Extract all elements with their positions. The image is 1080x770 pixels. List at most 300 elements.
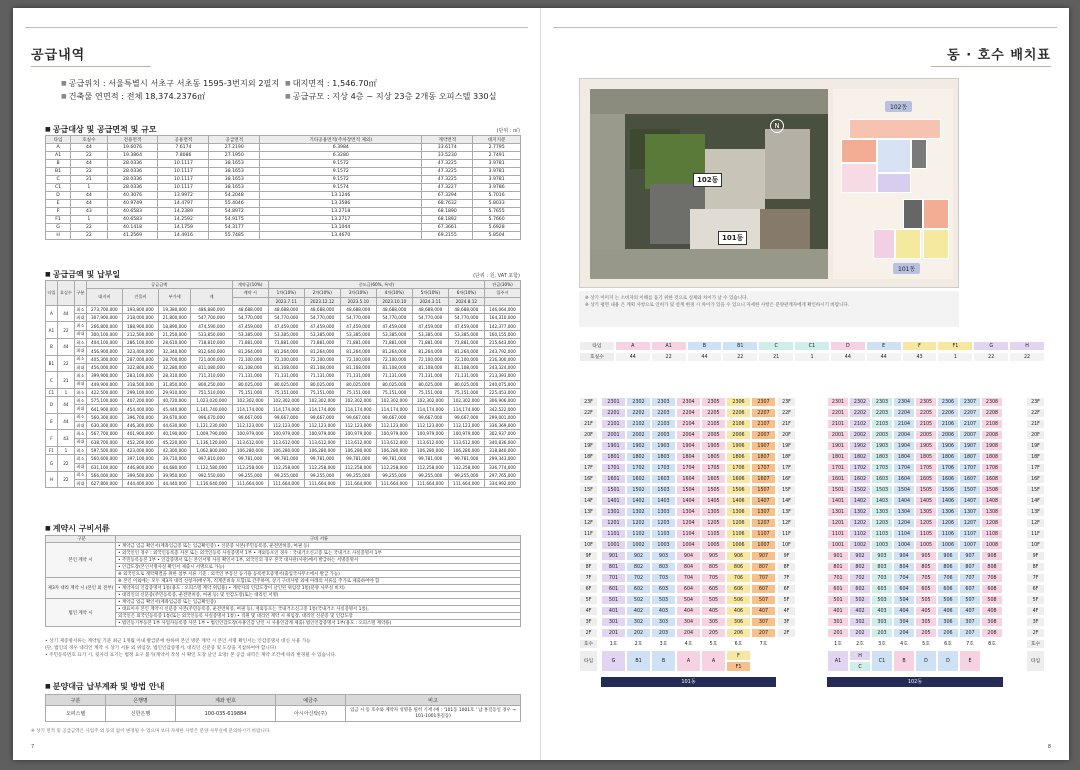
unit-101-cell: 1301 [601,507,626,517]
floor-label: 21F [777,419,796,429]
price-cell: 71,881,000 [304,339,340,347]
acct-type: 오피스텔 [46,706,106,722]
area-cell: 5.7655 [473,208,521,216]
ho-number: 3호 [651,639,676,649]
price-cell: 39,950,000 [158,471,191,479]
site-plan [579,78,959,288]
price-cell: 48,688,000 [268,305,304,313]
price-cell: 31,850,000 [158,380,191,388]
ho-number: 2호 [626,639,651,649]
price-cell: 71,881,000 [448,339,484,347]
type-label: A1 [651,341,687,351]
floor-label: 14F [777,496,796,506]
note-line: (단, 법인의 경우 대리인 계약 시 상기 서류 외 위임장, 법인인감증명서, 대리인 신분증 및 도장을 지참하여야 합니다) [45,646,277,651]
area-cell: 38.1653 [209,168,260,176]
floor-label: 16F [777,474,796,484]
unit-101-cell: 704 [676,573,701,583]
label-101: 101동 [718,231,747,245]
unit-101-cell: 1701 [601,463,626,473]
unit-102-cell: 1504 [893,485,915,495]
unit-101-cell: 2206 [726,408,751,418]
price-cell: 100,979,000 [268,430,304,438]
unit-102-cell: 504 [893,595,915,605]
price-cell: 53,385,000 [376,330,412,338]
type-row-label: 타입 [1026,650,1045,672]
area-cell: 1 [71,216,107,224]
price-cell: 54,770,000 [232,314,268,322]
price-cell: 111,664,000 [340,480,376,488]
unit-101-cell: 201 [601,628,626,638]
price-cell: 407,200,000 [122,397,158,405]
price-cell: 452,200,000 [122,438,158,446]
price-count: 1 [57,388,74,396]
type-label: B [687,341,723,351]
unit-101-cell: 906 [726,551,751,561]
price-cell: 102,302,000 [268,397,304,405]
unit-102-cell: 305 [915,617,937,627]
area-cell: B1 [46,168,71,176]
unit-101-cell: 1805 [701,452,726,462]
price-cell: 113,612,000 [448,438,484,446]
area-cell: 5.8504 [473,232,521,240]
unit-101-cell: 2203 [651,408,676,418]
doc-line: • 외국인인 경우 : 외국인등록증 사본 또는 외국인등록 사실증명서 1부 • 재외동포인 경우 : 국내거소신고증 또는 국내거소 사실증명서 1부 [116,550,521,557]
price-cell: 102,302,000 [376,397,412,405]
price-cell: 106,280,000 [232,446,268,454]
price-cell: 299,343,000 [484,455,520,463]
unit-101-cell: 1305 [701,507,726,517]
unit-102-cell: 507 [959,595,981,605]
unit-102-cell: 701 [827,573,849,583]
unit-102-cell: 1805 [915,452,937,462]
floor-label: 14F [579,496,598,506]
unit-102-cell: 403 [871,606,893,616]
type-count: 21 [758,352,794,362]
area-cell: 9.1572 [260,176,422,184]
unit-102-cell: 1605 [915,474,937,484]
unit-type: D [937,650,959,672]
type-label: A [615,341,651,351]
area-cell: 10.1117 [158,168,209,176]
unit-101-cell: 2306 [726,397,751,407]
price-type: F [46,430,58,447]
floor-label: 9F [1026,551,1045,561]
table-row [46,599,521,606]
price-cell: 53,385,000 [448,330,484,338]
unit-101-cell: 1706 [726,463,751,473]
area-cell: 21 [71,176,107,184]
doc-col-docs: 구비 서류 [116,536,521,543]
area-cell: 33.5230 [422,152,473,160]
ho-number: 5호 [701,639,726,649]
price-cell: 112,258,000 [340,463,376,471]
price-cell: 80,025,000 [412,380,448,388]
table-row [46,564,521,571]
unit-101-cell: 1406 [726,496,751,506]
price-cell: 99,667,000 [412,413,448,421]
price-cell: 99,255,000 [268,471,304,479]
ho-number: 5호 [915,639,937,649]
acct-note: 입금 시 동 호수와 계약자 성명을 필히 기재 (예 : '101동 1001호 ' 납 홍길동일 경우 → 101-1001홍길동) [346,706,521,722]
unit-101-cell: 807 [751,562,776,572]
unit-101-cell: 206 [726,628,751,638]
area-cell: 3.9786 [473,184,521,192]
price-subhead: 4차(10%) [376,289,412,297]
price-cell: 28,610,000 [158,339,191,347]
unit-101-cell: 1907 [751,441,776,451]
unit-102-cell: 2202 [849,408,871,418]
table-row [46,463,521,471]
price-cell: 114,174,000 [376,405,412,413]
floor-plan [833,89,953,279]
area-cell: 2.7491 [473,152,521,160]
price-cell: 최대 [74,347,86,355]
area-cell: 9.1572 [260,168,422,176]
table-row [46,543,521,550]
floor-label: 11F [777,529,796,539]
unit-102-cell: 2203 [871,408,893,418]
price-cell: 334,992,000 [484,480,520,488]
unit-102-cell: 402 [849,606,871,616]
doc-line: • 인감도장(본인서명사실 확인서 제출시 서명으로 가능) [116,564,521,571]
unit-102-cell: 1606 [937,474,959,484]
unit-101-cell: 806 [726,562,751,572]
area-cell: A [46,144,71,152]
area-cell: 54.9175 [209,216,260,224]
unit-101-cell: 907 [751,551,776,561]
area-cell: 13.9972 [158,192,209,200]
unit-101-cell: 607 [751,584,776,594]
price-cell: 283,100,000 [122,372,158,380]
price-cell: 21,250,000 [158,330,191,338]
price-cell: 72,100,000 [232,355,268,363]
area-cell: C1 [46,184,71,192]
price-cell: 81,108,000 [448,363,484,371]
doc-line: ※ 외국인으로 계약체결을 위한 첨부 서류 기준 : 외국인 부동산 등기용 등록번호증명서(출입국사무소에서 발급 가능) [116,571,521,578]
price-cell: 318,500,000 [122,380,158,388]
floor-label: 7F [579,573,598,583]
price-cell: 47,459,000 [448,322,484,330]
price-cell: 80,025,000 [268,380,304,388]
unit-101-cell: 502 [626,595,651,605]
unit-102-cell: 1801 [827,452,849,462]
price-cell: 106,280,000 [340,446,376,454]
price-date: 2024.3.11 [412,297,448,305]
unit-101-cell: 901 [601,551,626,561]
price-cell: 299,100,000 [122,388,158,396]
unit-101-cell: 1404 [676,496,701,506]
ho-number: 2호 [849,639,871,649]
price-cell: 29,910,000 [158,388,191,396]
unit-102-cell: 405 [915,606,937,616]
price-cell: 최소 [74,305,86,313]
unit-102-cell: 1102 [849,529,871,539]
unit-102-cell: 802 [849,562,871,572]
info-land-area: ■ 대지면적 : 1,546.70㎡ [285,77,377,90]
unit-101-cell: 1503 [651,485,676,495]
price-cell: 401,900,000 [122,430,158,438]
area-cell: F [46,208,71,216]
price-type: C [46,372,58,389]
price-date: 2023.5.10 [340,297,376,305]
building-102-bar: 102동 [827,677,1003,687]
acct-number: 100-035-619884 [176,706,276,722]
price-cell: 106,280,000 [268,446,304,454]
price-cell: 100,979,000 [232,430,268,438]
unit-102-cell: 2002 [849,430,871,440]
unit-101-cell: 302 [626,617,651,627]
unit-102-cell: 2204 [893,408,915,418]
unit-102-cell: 304 [893,617,915,627]
price-cell: 111,664,000 [232,480,268,488]
unit-101-cell: 701 [601,573,626,583]
unit-102-cell: 1204 [893,518,915,528]
note-line: • 상기 제증명서류는 계약일 기준 최근 1개월 이내 발급분에 한하며 본인 방문 계약 시 본인 서명 확인서는 인감증명서 대신 사용 가능 [45,639,311,644]
price-cell: 54,770,000 [412,314,448,322]
area-cell: 38.1653 [209,184,260,192]
unit-102-cell: 808 [981,562,1003,572]
price-cell: 113,612,000 [340,438,376,446]
unit-101-cell: 2204 [676,408,701,418]
ho-number: 4호 [676,639,701,649]
unit-102-cell: 707 [959,573,981,583]
area-cell: 27.1950 [209,152,260,160]
unit-101-cell: 606 [726,584,751,594]
unit-102-cell: 1705 [915,463,937,473]
unit-102-cell: 202 [849,628,871,638]
price-cell: 297,765,000 [484,471,520,479]
unit-102-cell: 1508 [981,485,1003,495]
unit-102-cell: 1707 [959,463,981,473]
unit-101-cell: 1705 [701,463,726,473]
price-cell: 75,151,000 [376,388,412,396]
unit-type: D [915,650,937,672]
price-cell: 75,151,000 [412,388,448,396]
price-cell: 71,131,000 [268,372,304,380]
doc-line: • 계약금 입금 확인서(계좌입금증 또는 입금확인증) [116,599,521,606]
type-count: 44 [866,352,902,362]
caption-line-2: ※ 상기 평면 내용 은 계획 사항으로 인허가 및 설계 변경 시 차이가 있을 수 있으니 자세한 사항은 분양관계자에게 확인하시기 바랍니다. [585,303,850,308]
unit-102-cell: 1503 [871,485,893,495]
floor-label: 23F [1026,397,1045,407]
price-cell: 47,459,000 [376,322,412,330]
unit-102-cell: 1702 [849,463,871,473]
price-cell: 최소 [74,397,86,405]
unit-102-cell: 1006 [937,540,959,550]
price-cell: 71,131,000 [448,372,484,380]
ho-number: 6호 [726,639,751,649]
unit-101-cell: 2305 [701,397,726,407]
unit-102-cell: 806 [937,562,959,572]
table-row [46,314,521,322]
unit-102-cell: 302 [849,617,871,627]
unit-type: G [601,650,626,672]
acct-col-type: 구분 [46,695,106,706]
price-cell: 711,310,000 [191,372,232,380]
type-label: H [1009,341,1045,351]
area-cell: 22 [71,232,107,240]
floor-label: 20F [777,430,796,440]
price-date: 2023.10.10 [376,297,412,305]
unit-102-cell: 605 [915,584,937,594]
area-table [45,135,521,240]
unit-102-cell: 206 [937,628,959,638]
floor-label: 4F [1026,606,1045,616]
unit-102-cell: 606 [937,584,959,594]
ho-number: 3호 [871,639,893,649]
unit-101-cell: 1201 [601,518,626,528]
unit-102-cell: 2108 [981,419,1003,429]
price-cell: 48,688,000 [412,305,448,313]
unit-101-cell: 602 [626,584,651,594]
unit-type: E [959,650,981,672]
price-cell: 336,774,000 [484,463,520,471]
type-label: F1 [937,341,973,351]
unit-101-cell: 1106 [726,529,751,539]
price-cell: 48,688,000 [376,305,412,313]
unit-102-cell: 2207 [959,408,981,418]
area-cell: 13.1044 [260,224,422,232]
price-cell: 111,664,000 [268,480,304,488]
unit-102-cell: 2101 [827,419,849,429]
unit-102-cell: 1403 [871,496,893,506]
floor-label: 10F [1026,540,1045,550]
floor-label: 3F [579,617,598,627]
price-subhead: 계약 시 [232,289,268,297]
unit-102-cell: 702 [849,573,871,583]
unit-101-cell: 1302 [626,507,651,517]
table-row [46,471,521,479]
unit-101-cell: 1601 [601,474,626,484]
unit-102-cell: 602 [849,584,871,594]
price-cell: 71,131,000 [340,372,376,380]
unit-102-cell: 1005 [915,540,937,550]
unit-101-cell: 1303 [651,507,676,517]
area-cell: 28.0336 [107,176,158,184]
unit-101-cell: 404 [676,606,701,616]
price-cell: 100,979,000 [304,430,340,438]
unit-101-cell: 1505 [701,485,726,495]
area-cell: 40.6583 [107,216,158,224]
floor-label: 18F [579,452,598,462]
unit-101-cell: 2207 [751,408,776,418]
unit-101-cell: 1402 [626,496,651,506]
unit-102-cell: 703 [871,573,893,583]
price-head: 구분 [74,281,86,306]
notes [45,638,521,659]
area-col-6: 계약면적 [422,136,473,144]
unit-102-cell: 2001 [827,430,849,440]
area-cell: 10.1117 [158,160,209,168]
unit-102-cell: 407 [959,606,981,616]
price-cell: 75,151,000 [232,388,268,396]
unit-102-cell: 1905 [915,441,937,451]
unit-101-cell: 1901 [601,441,626,451]
price-cell: 71,881,000 [376,339,412,347]
price-cell: 99,667,000 [304,413,340,421]
price-date: 2024.8.12 [448,297,484,305]
price-count: 44 [57,305,74,322]
table-row [46,168,521,176]
price-cell: 225,453,000 [484,388,520,396]
unit-102-cell: 801 [827,562,849,572]
price-cell: 1,121,230,000 [191,422,232,430]
price-cell: 112,123,000 [412,422,448,430]
price-cell: 32,340,000 [158,347,191,355]
unit-101-cell: 1202 [626,518,651,528]
table-row [46,322,521,330]
unit-102-cell: 1208 [981,518,1003,528]
price-cell: 99,667,000 [376,413,412,421]
price-cell: 102,302,000 [448,397,484,405]
price-cell: 99,255,000 [448,471,484,479]
unit-102-cell: 1201 [827,518,849,528]
unit-102-cell: 1101 [827,529,849,539]
unit-102-cell: 303 [871,617,893,627]
price-count: 22 [57,455,74,472]
unit-102-cell: 1704 [893,463,915,473]
price-cell: 42,300,000 [158,446,191,454]
area-cell: 69.2155 [422,232,473,240]
price-cell: 111,664,000 [448,480,484,488]
floor-label: 6F [777,584,796,594]
price-cell: 54,770,000 [304,314,340,322]
price-table [45,280,521,488]
price-cell: 112,123,000 [376,422,412,430]
price-cell: 44,680,000 [158,463,191,471]
price-type: G [46,455,58,472]
floor-label: 13F [579,507,598,517]
unit-102-cell: 907 [959,551,981,561]
unit-101-cell: 603 [651,584,676,594]
unit-101-cell: 2104 [676,419,701,429]
price-cell: 71,881,000 [412,339,448,347]
price-cell: 631,100,000 [86,463,122,471]
area-cell: 28.0336 [107,168,158,176]
price-cell: 106,280,000 [412,446,448,454]
unit-101-cell: 2101 [601,419,626,429]
floor-label: 2F [579,628,598,638]
price-cell: 99,781,000 [412,455,448,463]
unit-102-cell: 307 [959,617,981,627]
acct-col-holder: 예금주 [276,695,346,706]
floor-label: 19F [1026,441,1045,451]
section-area-heading: ■ 공급대상 및 공급면적 및 규모 [45,124,157,135]
unit-101-cell: 305 [701,617,726,627]
area-cell: 38.1653 [209,160,260,168]
price-cell: 99,781,000 [340,455,376,463]
unit-101-cell: 2001 [601,430,626,440]
price-cell: 1,141,740,000 [191,405,232,413]
unit-102-cell: 1306 [937,507,959,517]
table-row [46,355,521,363]
unit-102-cell: 201 [827,628,849,638]
price-cell: 최대 [74,314,86,322]
unit-102-cell: 1806 [937,452,959,462]
area-cell: 67.3661 [422,224,473,232]
ho-number: 6호 [937,639,959,649]
unit-102-cell: 1308 [981,507,1003,517]
unit-102-cell: 804 [893,562,915,572]
unit-102-cell: 1203 [871,518,893,528]
table-row [46,144,521,152]
unit-101-cell: 1904 [676,441,701,451]
unit-102-cell: 901 [827,551,849,561]
floor-label: 10F [579,540,598,550]
unit-type: B [893,650,915,672]
area-cell: 44 [71,192,107,200]
floor-label: 17F [777,463,796,473]
